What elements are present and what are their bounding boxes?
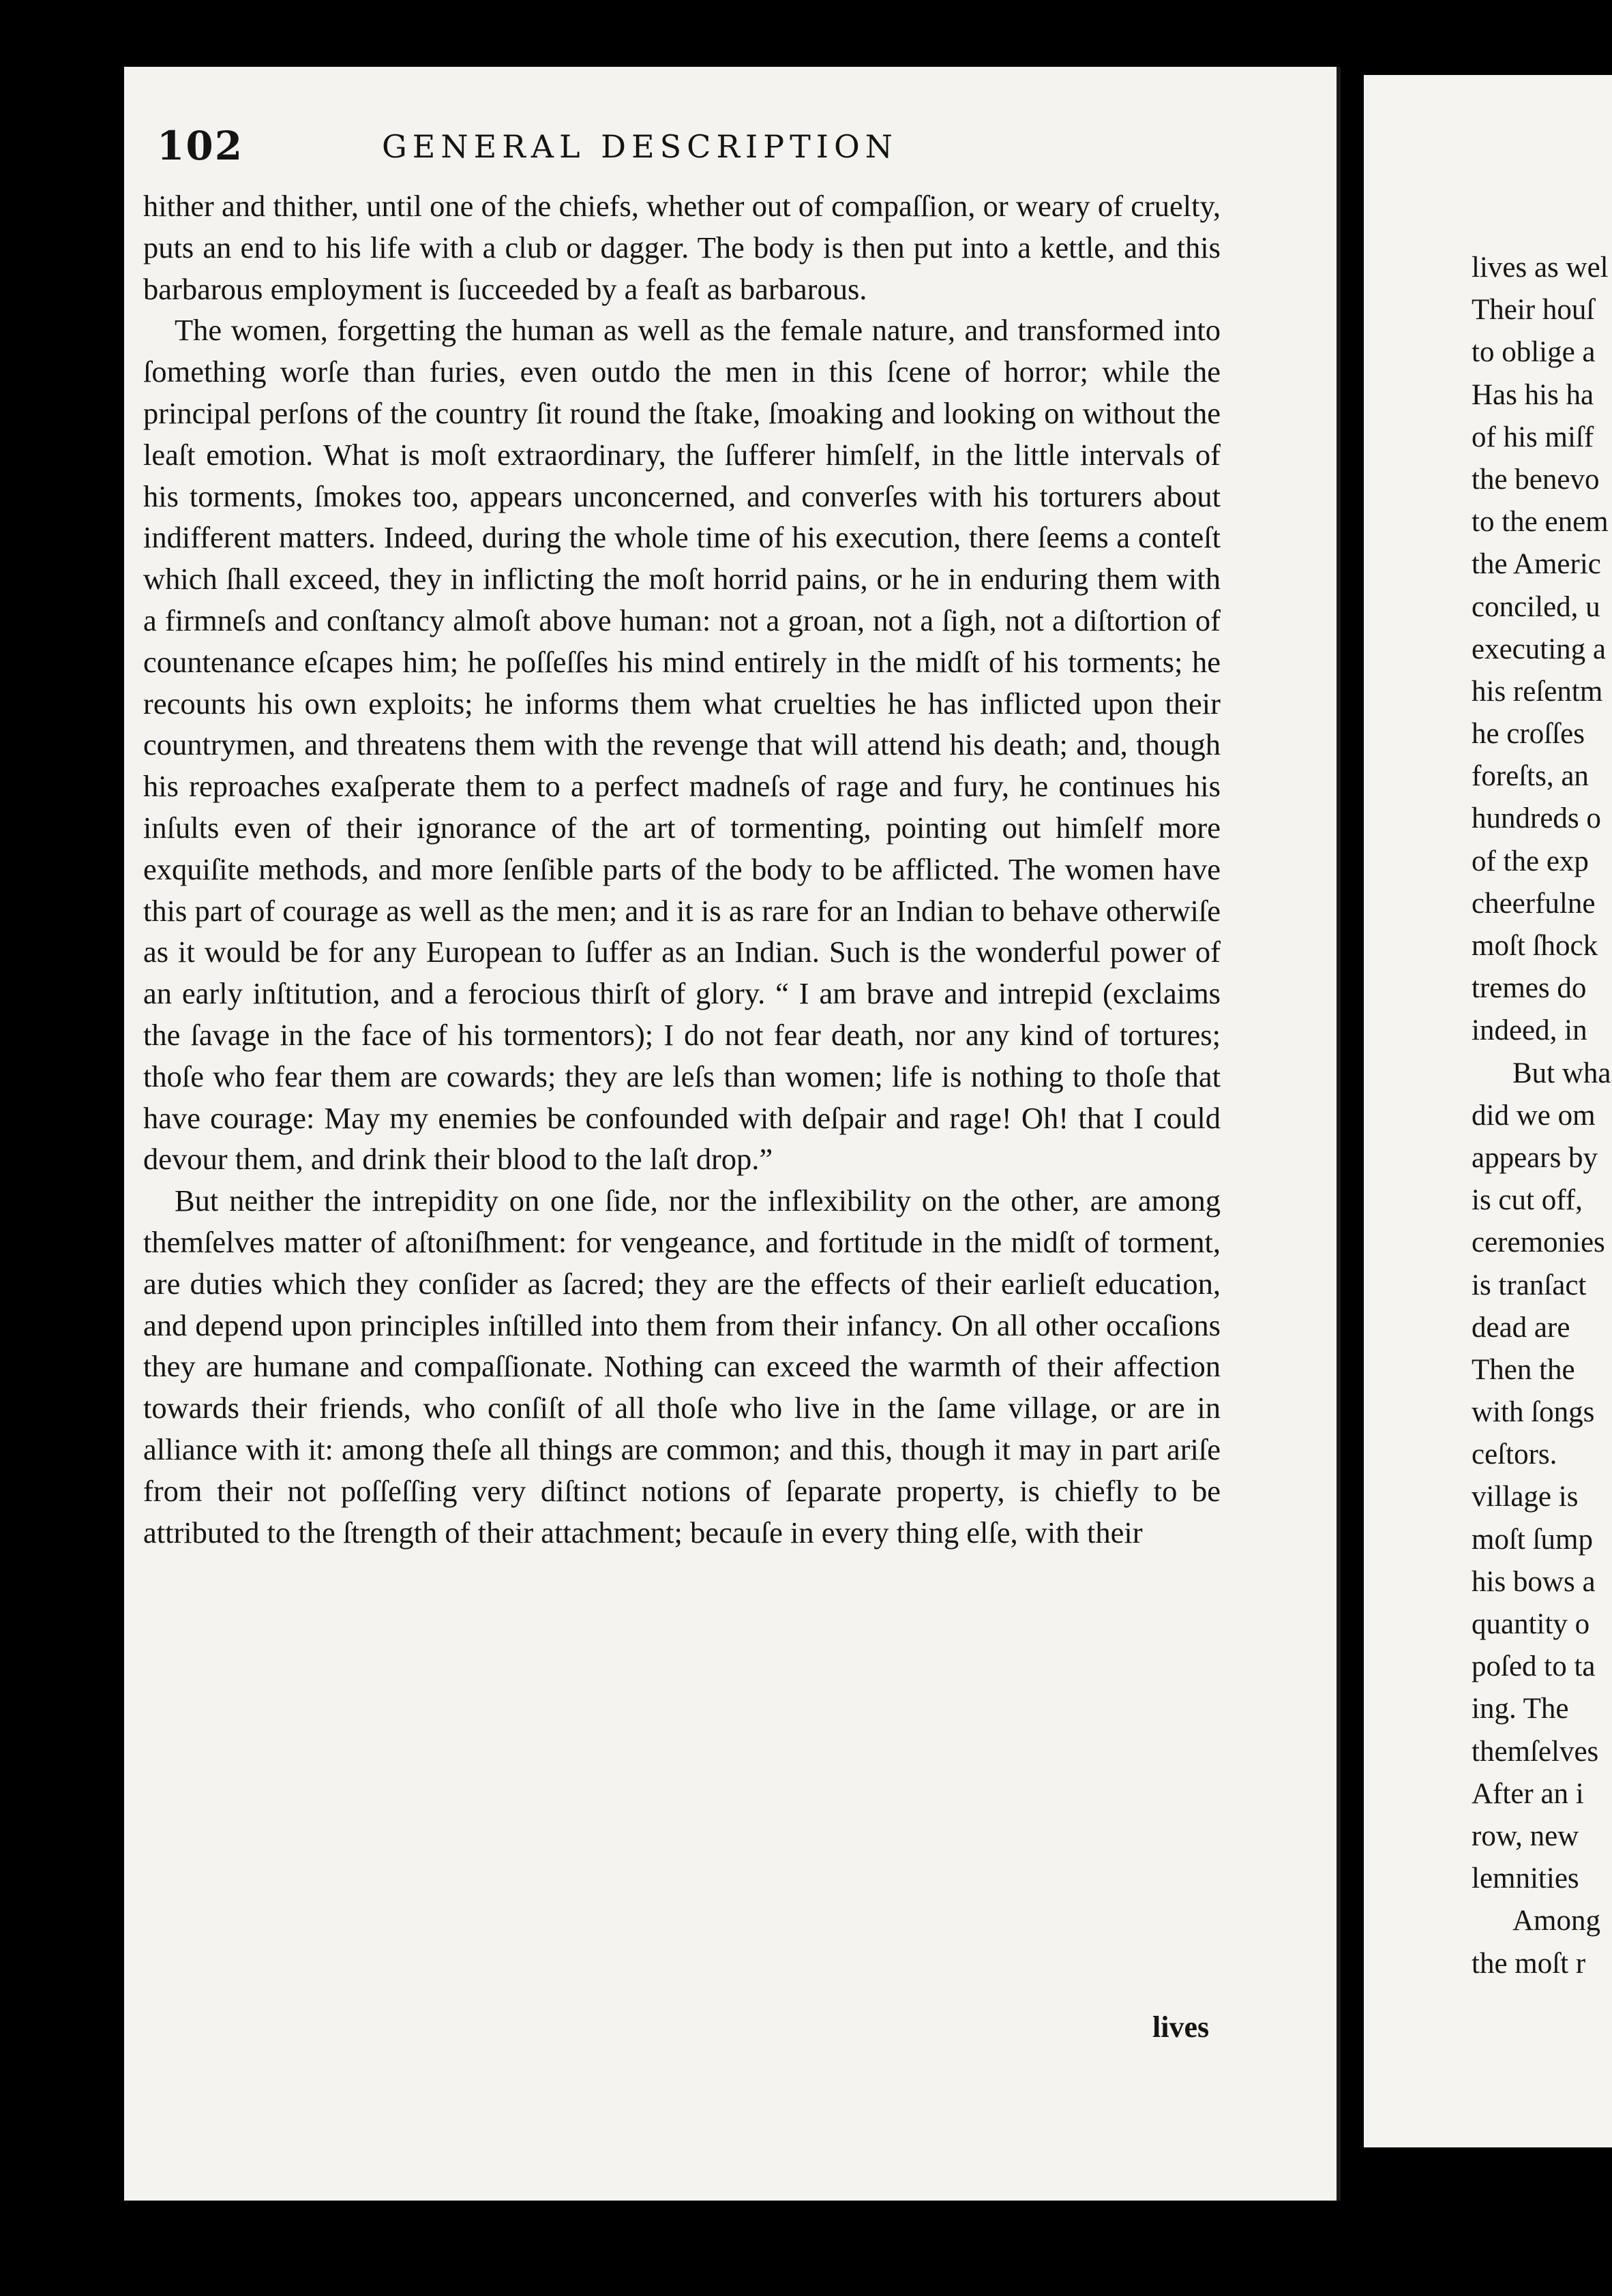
right-page-line: indeed, in <box>1472 1014 1587 1047</box>
right-page-line: ing. The <box>1472 1693 1569 1725</box>
right-page-line: quantity o <box>1472 1608 1590 1640</box>
right-page-line: After an i <box>1472 1777 1584 1810</box>
right-page-line: cheerfulne <box>1472 887 1596 920</box>
right-page-line: moſt ſhock <box>1472 930 1598 962</box>
right-page-line: is cut off, <box>1472 1184 1583 1217</box>
right-page-line: poſed to ta <box>1472 1650 1596 1683</box>
right-page-line: the benevo <box>1472 463 1600 496</box>
right-page-line: his bows a <box>1472 1565 1596 1598</box>
right-page-line: he croſſes <box>1472 718 1585 751</box>
right-page-line: the Americ <box>1472 548 1601 581</box>
right-page-line: ceremonies <box>1472 1226 1605 1259</box>
right-page-line: with ſongs <box>1472 1396 1595 1429</box>
right-page-line: his reſentm <box>1472 675 1603 708</box>
running-head: GENERAL DESCRIPTION <box>382 128 898 165</box>
right-page-line: lives as wel <box>1472 252 1609 284</box>
right-page-line: to oblige a <box>1472 336 1596 369</box>
page-header <box>157 123 1221 177</box>
right-page-line: of the exp <box>1472 845 1589 877</box>
right-page-line: Among <box>1512 1905 1600 1937</box>
catchword: lives <box>1152 2010 1210 2044</box>
right-page-line: themſelves <box>1472 1735 1599 1768</box>
right-page-text-fragments <box>1472 247 1612 1985</box>
right-page-line: Their houſ <box>1472 294 1595 327</box>
right-page-line: the moſt r <box>1472 1947 1586 1980</box>
right-page-line: is tranſact <box>1472 1269 1587 1301</box>
paragraph: The women, forgetting the human as well as the female nature, and transformed into ſomething worſe than furies, even outdo the men in this ſcene of horror; while the principal perſons of the country ſit round the ſtake, ſmoaking and looking on without the leaſt emotion. What is moſt extraordinary, the ſufferer himſelf, in the little intervals of his torments, ſmokes too, appears unconcerned, and converſes with his torturers about indifferent matters. Indeed, during the whole time of his execution, there ſeems a conteſt which ſhall exceed, they in inflicting the moſt horrid pains, or he in enduring them with a firmneſs and conſtancy almoſt above human: not a groan, not a ſigh, not a diſtortion of countenance eſcapes him; he poſſeſſes his mind entirely in the midſt of his torments; he recounts his own exploits; he informs them what cruelties he has inflicted upon their countrymen, and threatens them with the revenge that will attend his death; and, though his reproaches exaſperate them to a perfect madneſs of rage and fury, he continues his inſults even of their ignorance of the art of tormenting, pointing out himſelf more exquiſite methods, and more ſenſible parts of the body to be afflicted. The women have this part of courage as well as the men; and it is as rare for an Indian to behave otherwiſe as it would be for any European to ſuffer as an Indian. Such is the wonderful power of an early inſtitution, and a ferocious thirſt of glory. “ I am brave and intrepid (exclaims the ſavage in the face of his tormentors); I do not fear death, nor any kind of tortures; thoſe who fear them are cowards; they are leſs than women; life is nothing to thoſe that have courage: May my enemies be confounded with deſpair and rage! Oh! that I could devour them, and drink their blood to the laſt drop.” <box>143 313 1221 1177</box>
right-page-line: moſt ſump <box>1472 1523 1593 1556</box>
right-page-line: hundreds o <box>1472 802 1601 835</box>
page-number: 102 <box>157 123 244 169</box>
right-page-line: of his miſf <box>1472 421 1594 453</box>
right-page-line: Then the <box>1472 1353 1575 1386</box>
right-page-line: But wha <box>1512 1057 1611 1089</box>
right-page-line: Has his ha <box>1472 378 1594 411</box>
right-page-line: conciled, u <box>1472 590 1600 623</box>
right-page-line: foreſts, an <box>1472 760 1589 793</box>
right-page-line: did we om <box>1472 1099 1596 1132</box>
body-text <box>143 185 1221 1553</box>
right-page-line: ceſtors. <box>1472 1438 1557 1471</box>
right-page-line: tremes do <box>1472 972 1587 1005</box>
right-page-line: appears by <box>1472 1141 1598 1174</box>
right-page-line: row, new <box>1472 1819 1579 1852</box>
right-page-line: executing a <box>1472 633 1606 665</box>
right-page-line: village is <box>1472 1481 1579 1513</box>
right-page-line: lemnities <box>1472 1862 1579 1895</box>
paragraph: But neither the intrepidity on one ſide, nor the inflexibility on the other, are among themſelves matter of aſtoniſhment: for vengeance, and fortitude in the midſt of torment, are duties which they conſider as ſacred; they are the effects of their earlieſt education, and depend upon principles inſtilled into them from their infancy. On all other occaſions they are humane and compaſſionate. Nothing can exceed the warmth of their affection towards their friends, who conſiſt of all thoſe who live in the ſame village, or are in alliance with it: among theſe all things are common; and this, though it may in part ariſe from their not poſſeſſing very diſtinct notions of ſeparate property, is chiefly to be attributed to the ſtrength of their attachment; becauſe in every thing elſe, with their <box>143 1183 1221 1550</box>
right-page-line: to the enem <box>1472 506 1609 539</box>
paragraph: hither and thither, until one of the chiefs, whether out of compaſſion, or weary of cruelty, puts an end to his life with a club or dagger. The body is then put into a kettle, and this barbarous employment is ſucceeded by a feaſt as barbarous. <box>143 189 1221 306</box>
right-page-line: dead are <box>1472 1311 1570 1344</box>
